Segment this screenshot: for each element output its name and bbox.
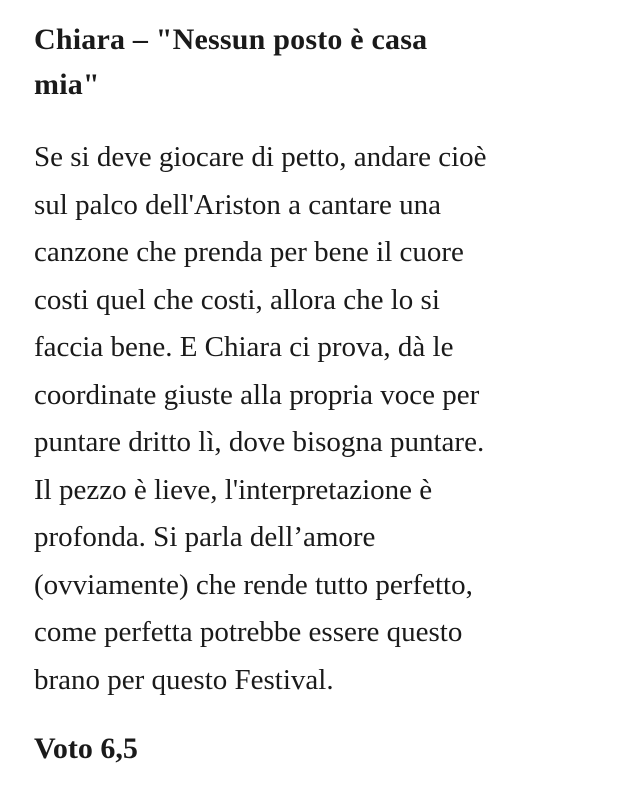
body-line: puntare dritto lì, dove bisogna puntare. bbox=[34, 426, 485, 458]
body-line: canzone che prenda per bene il cuore bbox=[34, 236, 464, 268]
body-line: sul palco dell'Ariston a cantare una bbox=[34, 188, 442, 221]
article-title bbox=[34, 17, 594, 107]
article-title-line: mia" bbox=[34, 68, 100, 101]
body-line: come perfetta potrebbe essere questo bbox=[34, 616, 463, 648]
body-line: profonda. Si parla dell’amore bbox=[34, 521, 376, 553]
article-body bbox=[34, 134, 634, 704]
body-line: coordinate giuste alla propria voce per bbox=[34, 378, 480, 411]
rating: Voto 6,5 bbox=[34, 732, 138, 765]
body-line: brano per questo Festival. bbox=[34, 663, 334, 696]
body-line: faccia bene. E Chiara ci prova, dà le bbox=[34, 331, 454, 363]
body-line: Se si deve giocare di petto, andare cioè bbox=[34, 141, 487, 173]
body-line: (ovviamente) che rende tutto perfetto, bbox=[34, 568, 473, 601]
article-title-line: Chiara – "Nessun posto è casa bbox=[34, 23, 428, 56]
body-line: Il pezzo è lieve, l'interpretazione è bbox=[34, 473, 433, 506]
body-line: costi quel che costi, allora che lo si bbox=[34, 283, 440, 316]
